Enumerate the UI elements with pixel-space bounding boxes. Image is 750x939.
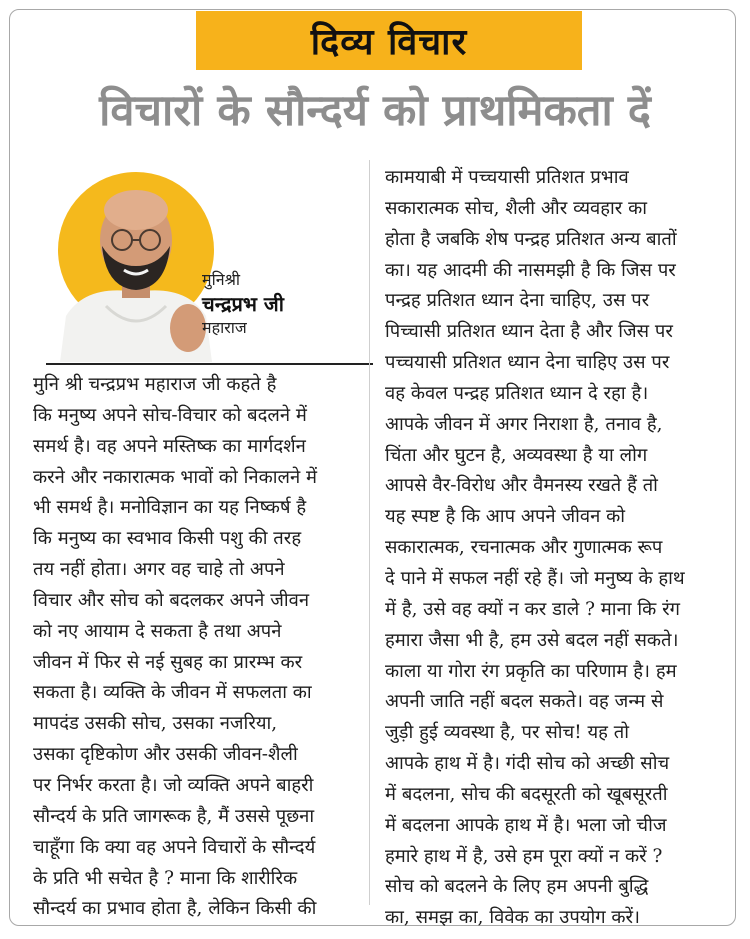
text-line: तय नहीं होता। अगर वह चाहे तो अपने: [33, 559, 285, 581]
text-line: सकारात्मक सोच, शैली और व्यवहार का: [385, 197, 648, 219]
text-line: मापदंड उसकी सोच, उसका नजरिया,: [33, 713, 278, 735]
text-line: कि मनुष्य अपने सोच-विचार को बदलने में: [33, 404, 307, 426]
section-banner-label: दिव्य विचार: [310, 22, 468, 63]
text-line: कि मनुष्य का स्वभाव किसी पशु की तरह: [33, 528, 302, 550]
text-line: पच्चयासी प्रतिशत ध्यान देना चाहिए उस पर: [385, 352, 670, 374]
text-line: काला या गोरा रंग प्रकृति का परिणाम है। हम: [385, 660, 677, 682]
text-line: पिच्चासी प्रतिशत ध्यान देता है और जिस पर: [385, 321, 673, 343]
text-line: सकता है। व्यक्ति के जीवन में सफलता का: [33, 682, 312, 704]
author-box: [24, 158, 352, 364]
text-line: सौन्दर्य का प्रभाव होता है, लेकिन किसी की: [33, 898, 317, 920]
author-byline: [202, 268, 284, 340]
text-line: कामयाबी में पच्चयासी प्रतिशत प्रभाव: [385, 167, 629, 188]
text-line: पर निर्भर करता है। जो व्यक्ति अपने बाहरी: [33, 774, 314, 796]
text-line: अपनी जाति नहीं बदल सकते। वह जन्म से: [385, 691, 664, 713]
text-line: उसका दृष्टिकोण और उसकी जीवन-शैली: [33, 744, 298, 766]
text-line: में है, उसे वह क्यों न कर डाले ? माना कि रंग: [385, 598, 680, 620]
text-line: आपके जीवन में अगर निराशा है, तनाव है,: [385, 413, 663, 435]
author-portrait: [46, 166, 226, 362]
text-line: सौन्दर्य के प्रति जागरूक है, मैं उससे पूछना: [33, 805, 315, 827]
text-line: हमारा जैसा भी है, हम उसे बदल नहीं सकते।: [385, 629, 679, 651]
text-line: आपके हाथ में है। गंदी सोच को अच्छी सोच: [385, 753, 670, 775]
text-line: मुनि श्री चन्द्रप्रभ महाराज जी कहते है: [33, 374, 277, 395]
article-column-right: [385, 163, 715, 934]
text-line: हमारे हाथ में है, उसे हम पूरा क्यों न करें ?: [385, 845, 663, 867]
text-line: में बदलना, सोच की बदसूरती को खूबसूरती: [385, 783, 668, 805]
article-column-left: [33, 370, 355, 925]
text-line: समर्थ है। वह अपने मस्तिष्क का मार्गदर्शन: [33, 435, 306, 457]
text-line: विचार और सोच को बदलकर अपने जीवन: [33, 589, 310, 611]
text-line: भी समर्थ है। मनोविज्ञान का यह निष्कर्ष है: [33, 497, 307, 519]
column-divider: [369, 160, 370, 905]
author-suffix: महाराज: [202, 318, 247, 337]
text-line: के प्रति भी सचेत है ? माना कि शारीरिक: [33, 867, 298, 889]
text-line: पन्द्रह प्रतिशत ध्यान देना चाहिए, उस पर: [385, 290, 650, 312]
text-line: में बदलना आपके हाथ में है। भला जो चीज: [385, 814, 667, 836]
text-line: जीवन में फिर से नई सुबह का प्रारम्भ कर: [33, 651, 303, 673]
text-line: का, समझ का, विवेक का उपयोग करें।: [385, 907, 641, 929]
section-banner: [196, 11, 582, 70]
text-line: चाहूँगा कि क्या वह अपने विचारों के सौन्दर्य: [33, 836, 316, 858]
text-line: को नए आयाम दे सकता है तथा अपने: [33, 620, 282, 642]
text-line: का। यह आदमी की नासमझी है कि जिस पर: [385, 259, 676, 281]
text-line: वह केवल पन्द्रह प्रतिशत ध्यान दे रहा है।: [385, 382, 649, 404]
text-line: सोच को बदलने के लिए हम अपनी बुद्धि: [385, 876, 649, 898]
text-line: करने और नकारात्मक भावों को निकालने में: [33, 466, 318, 488]
article-headline: विचारों के सौन्दर्य को प्राथमिकता दें: [99, 86, 651, 136]
text-line: होता है जबकि शेष पन्द्रह प्रतिशत अन्य बातों: [385, 228, 677, 250]
text-line: यह स्पष्ट है कि आप अपने जीवन को: [385, 506, 626, 528]
author-name: चन्द्रप्रभ जी: [202, 292, 284, 316]
text-line: सकारात्मक, रचनात्मक और गुणात्मक रूप: [385, 537, 663, 559]
text-line: चिंता और घुटन है, अव्यवस्था है या लोग: [385, 444, 648, 466]
text-line: दे पाने में सफल नहीं रहे हैं। जो मनुष्य के हाथ: [385, 567, 685, 589]
author-divider: [46, 363, 373, 365]
text-line: आपसे वैर-विरोध और वैमनस्य रखते हैं तो: [385, 475, 658, 497]
text-line: जुड़ी हुई व्यवस्था है, पर सोच! यह तो: [385, 722, 629, 744]
author-prefix: मुनिश्री: [202, 270, 241, 289]
